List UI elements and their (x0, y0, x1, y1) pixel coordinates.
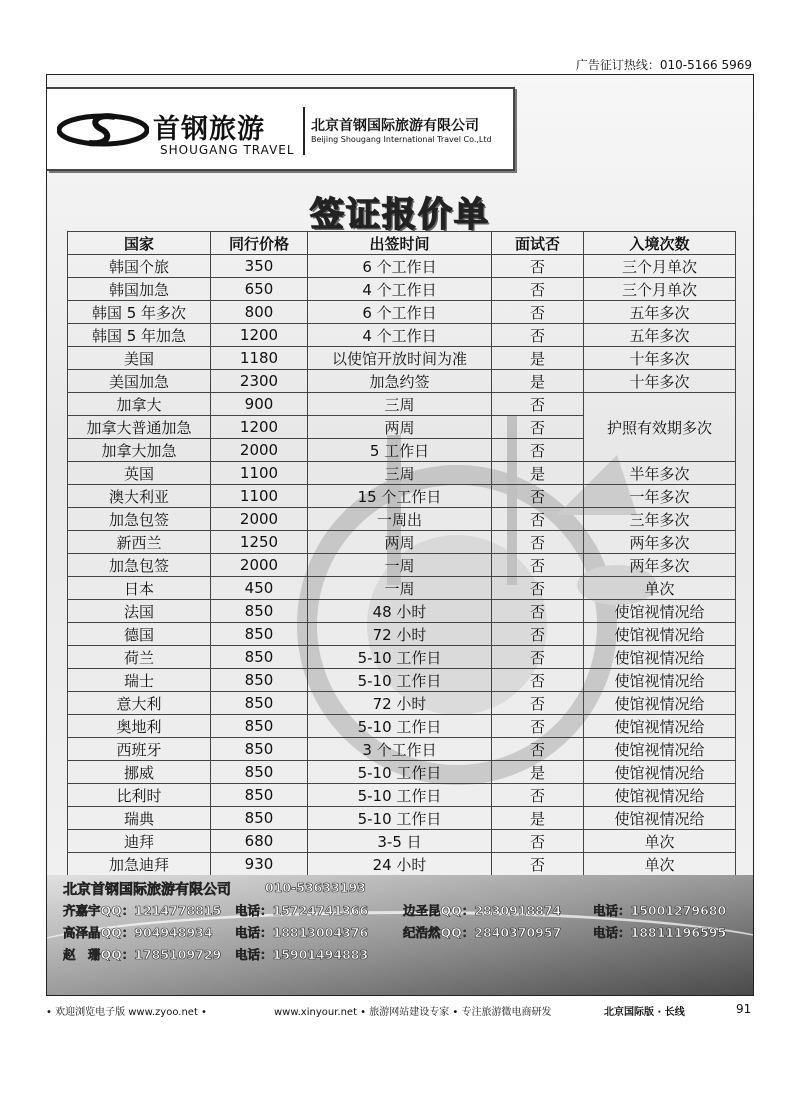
cell-entries: 单次 (584, 830, 736, 853)
cell-price: 680 (211, 830, 308, 853)
table-row (68, 600, 736, 623)
col-header-interview: 面试否 (492, 232, 584, 255)
cell-interview: 否 (492, 692, 584, 715)
table-row (68, 531, 736, 554)
cell-country: 新西兰 (68, 531, 211, 554)
table-row (68, 669, 736, 692)
cell-entries: 使馆视情况给 (584, 692, 736, 715)
cell-price: 850 (211, 646, 308, 669)
cell-country: 英国 (68, 462, 211, 485)
cell-country: 加拿大 (68, 393, 211, 416)
shougang-logo-icon (57, 107, 149, 153)
cell-country: 瑞典 (68, 807, 211, 830)
table-row (68, 485, 736, 508)
cell-entries: 三个月单次 (584, 278, 736, 301)
cell-entries: 五年多次 (584, 301, 736, 324)
brand-name-en: SHOUGANG TRAVEL (160, 143, 295, 157)
contact-footer (47, 875, 753, 995)
contact-qq: 齐嘉宇QQ：1214778815 (63, 903, 222, 918)
cell-entries: 十年多次 (584, 370, 736, 393)
footer-zyoo-link[interactable]: • 欢迎浏览电子版 www.zyoo.net • (46, 1007, 207, 1018)
contact-qq: 纪浩然QQ：2840370957 (403, 925, 562, 940)
company-name-en: Beijing Shougang International Travel Co.,Ltd (311, 135, 492, 144)
cell-price: 1100 (211, 485, 308, 508)
cell-time: 两周 (308, 416, 492, 439)
cell-entries: 单次 (584, 853, 736, 876)
footer-company: 北京首钢国际旅游有限公司 (63, 882, 231, 898)
table-row (68, 324, 736, 347)
table-header-row (68, 232, 736, 255)
cell-country: 加拿大普通加急 (68, 416, 211, 439)
cell-entries: 五年多次 (584, 324, 736, 347)
cell-price: 2000 (211, 439, 308, 462)
cell-interview: 是 (492, 761, 584, 784)
cell-price: 1180 (211, 347, 308, 370)
cell-time: 一周 (308, 554, 492, 577)
cell-time: 5-10 工作日 (308, 761, 492, 784)
cell-interview: 否 (492, 738, 584, 761)
cell-time: 48 小时 (308, 600, 492, 623)
cell-entries: 使馆视情况给 (584, 761, 736, 784)
cell-time: 三周 (308, 393, 492, 416)
cell-time: 72 小时 (308, 692, 492, 715)
cell-interview: 否 (492, 577, 584, 600)
cell-interview: 否 (492, 784, 584, 807)
cell-entries: 使馆视情况给 (584, 600, 736, 623)
cell-price: 930 (211, 853, 308, 876)
cell-price: 850 (211, 692, 308, 715)
cell-price: 850 (211, 669, 308, 692)
cell-price: 1200 (211, 416, 308, 439)
cell-country: 意大利 (68, 692, 211, 715)
cell-entries: 半年多次 (584, 462, 736, 485)
cell-interview: 否 (492, 393, 584, 416)
cell-price: 1250 (211, 531, 308, 554)
cell-time: 5-10 工作日 (308, 715, 492, 738)
table-row (68, 278, 736, 301)
visa-price-table (67, 231, 736, 876)
cell-country: 荷兰 (68, 646, 211, 669)
cell-interview: 否 (492, 324, 584, 347)
cell-interview: 否 (492, 853, 584, 876)
cell-entries: 使馆视情况给 (584, 669, 736, 692)
cell-entries: 使馆视情况给 (584, 715, 736, 738)
cell-time: 加急约签 (308, 370, 492, 393)
table-row (68, 577, 736, 600)
cell-country: 奥地利 (68, 715, 211, 738)
cell-time: 3-5 日 (308, 830, 492, 853)
cell-entries: 使馆视情况给 (584, 623, 736, 646)
table-row (68, 784, 736, 807)
cell-price: 850 (211, 600, 308, 623)
table-row (68, 738, 736, 761)
cell-country: 韩国加急 (68, 278, 211, 301)
cell-time: 5 工作日 (308, 439, 492, 462)
cell-country: 加急迪拜 (68, 853, 211, 876)
cell-price: 450 (211, 577, 308, 600)
cell-country: 迪拜 (68, 830, 211, 853)
cell-time: 5-10 工作日 (308, 784, 492, 807)
cell-price: 850 (211, 715, 308, 738)
cell-entries: 三个月单次 (584, 255, 736, 278)
cell-interview: 否 (492, 830, 584, 853)
cell-interview: 否 (492, 715, 584, 738)
cell-country: 韩国 5 年多次 (68, 301, 211, 324)
cell-time: 两周 (308, 531, 492, 554)
cell-time: 三周 (308, 462, 492, 485)
contact-tel: 电话：18813004376 (235, 925, 369, 940)
cell-interview: 否 (492, 278, 584, 301)
cell-entries: 单次 (584, 577, 736, 600)
cell-interview: 否 (492, 301, 584, 324)
brand-header (47, 87, 515, 171)
cell-interview: 否 (492, 485, 584, 508)
cell-price: 850 (211, 738, 308, 761)
col-header-country: 国家 (68, 232, 211, 255)
contact-tel: 电话：15724741366 (235, 903, 369, 918)
contact-tel: 电话：18811196595 (593, 925, 727, 940)
cell-price: 2000 (211, 554, 308, 577)
cell-country: 澳大利亚 (68, 485, 211, 508)
cell-interview: 否 (492, 416, 584, 439)
cell-country: 韩国 5 年加急 (68, 324, 211, 347)
cell-entries: 一年多次 (584, 485, 736, 508)
cell-interview: 是 (492, 462, 584, 485)
cell-interview: 是 (492, 370, 584, 393)
cell-entries: 使馆视情况给 (584, 646, 736, 669)
cell-price: 800 (211, 301, 308, 324)
cell-entries: 使馆视情况给 (584, 784, 736, 807)
cell-interview: 否 (492, 554, 584, 577)
cell-interview: 否 (492, 646, 584, 669)
cell-country: 加急包签 (68, 554, 211, 577)
cell-time: 5-10 工作日 (308, 669, 492, 692)
cell-interview: 否 (492, 439, 584, 462)
cell-country: 比利时 (68, 784, 211, 807)
table-row (68, 301, 736, 324)
cell-time: 15 个工作日 (308, 485, 492, 508)
company-name-cn: 北京首钢国际旅游有限公司 (311, 118, 479, 134)
cell-time: 72 小时 (308, 623, 492, 646)
table-row (68, 646, 736, 669)
cell-time: 一周出 (308, 508, 492, 531)
cell-interview: 否 (492, 531, 584, 554)
ad-hotline: 广告征订热线：010-5166 5969 (575, 58, 752, 72)
cell-country: 韩国个旅 (68, 255, 211, 278)
brand-divider (303, 107, 305, 155)
cell-time: 6 个工作日 (308, 301, 492, 324)
cell-interview: 否 (492, 255, 584, 278)
contact-qq: 边圣昆QQ：2830918874 (403, 903, 562, 918)
table-row (68, 393, 736, 416)
cell-time: 6 个工作日 (308, 255, 492, 278)
cell-country: 法国 (68, 600, 211, 623)
cell-entries: 十年多次 (584, 347, 736, 370)
col-header-time: 出签时间 (308, 232, 492, 255)
cell-interview: 否 (492, 623, 584, 646)
cell-price: 1100 (211, 462, 308, 485)
brand-name-cn: 首钢旅游 (153, 114, 265, 145)
table-row (68, 692, 736, 715)
cell-price: 850 (211, 807, 308, 830)
cell-interview: 是 (492, 807, 584, 830)
cell-price: 850 (211, 623, 308, 646)
cell-time: 3 个工作日 (308, 738, 492, 761)
table-row (68, 807, 736, 830)
contact-qq: 高泽晶QQ：904948934 (63, 925, 213, 940)
cell-entries: 使馆视情况给 (584, 807, 736, 830)
cell-time: 一周 (308, 577, 492, 600)
table-row (68, 761, 736, 784)
cell-price: 900 (211, 393, 308, 416)
contact-tel: 电话：15901494883 (235, 947, 369, 962)
cell-time: 24 小时 (308, 853, 492, 876)
table-row (68, 462, 736, 485)
cell-country: 瑞士 (68, 669, 211, 692)
cell-country: 挪威 (68, 761, 211, 784)
page-title: 签证报价单 (310, 195, 490, 235)
cell-country: 加急包签 (68, 508, 211, 531)
table-row (68, 554, 736, 577)
table-row (68, 623, 736, 646)
col-header-entries: 入境次数 (584, 232, 736, 255)
footer-xinyour-text[interactable]: www.xinyour.net • 旅游网站建设专家 • 专注旅游微电商研发 (274, 1007, 552, 1018)
cell-entries: 两年多次 (584, 531, 736, 554)
cell-interview: 否 (492, 508, 584, 531)
cell-time: 5-10 工作日 (308, 646, 492, 669)
cell-price: 350 (211, 255, 308, 278)
cell-time: 以使馆开放时间为准 (308, 347, 492, 370)
table-row (68, 830, 736, 853)
cell-price: 1200 (211, 324, 308, 347)
visa-ad-panel (46, 74, 754, 996)
table-row (68, 508, 736, 531)
cell-country: 美国 (68, 347, 211, 370)
cell-entries-merged: 护照有效期多次 (584, 393, 736, 462)
cell-entries: 使馆视情况给 (584, 738, 736, 761)
cell-entries: 两年多次 (584, 554, 736, 577)
contact-tel: 电话：15001279680 (593, 903, 727, 918)
cell-country: 西班牙 (68, 738, 211, 761)
cell-country: 日本 (68, 577, 211, 600)
cell-country: 美国加急 (68, 370, 211, 393)
cell-interview: 否 (492, 669, 584, 692)
table-row (68, 347, 736, 370)
footer-company-phone: 010-53633193 (265, 880, 366, 895)
cell-time: 5-10 工作日 (308, 807, 492, 830)
cell-price: 850 (211, 761, 308, 784)
table-row (68, 715, 736, 738)
cell-entries: 三年多次 (584, 508, 736, 531)
cell-interview: 否 (492, 600, 584, 623)
cell-country: 加拿大加急 (68, 439, 211, 462)
col-header-price: 同行价格 (211, 232, 308, 255)
cell-price: 2300 (211, 370, 308, 393)
page-number: 91 (736, 1002, 752, 1016)
cell-price: 650 (211, 278, 308, 301)
table-row (68, 370, 736, 393)
cell-price: 850 (211, 784, 308, 807)
table-row (68, 853, 736, 876)
cell-price: 2000 (211, 508, 308, 531)
cell-time: 4 个工作日 (308, 324, 492, 347)
cell-time: 4 个工作日 (308, 278, 492, 301)
table-row (68, 255, 736, 278)
cell-interview: 是 (492, 347, 584, 370)
cell-country: 德国 (68, 623, 211, 646)
contact-qq: 赵 珊QQ：1785109729 (63, 947, 222, 962)
footer-edition: 北京国际版 · 长线 (604, 1007, 685, 1018)
